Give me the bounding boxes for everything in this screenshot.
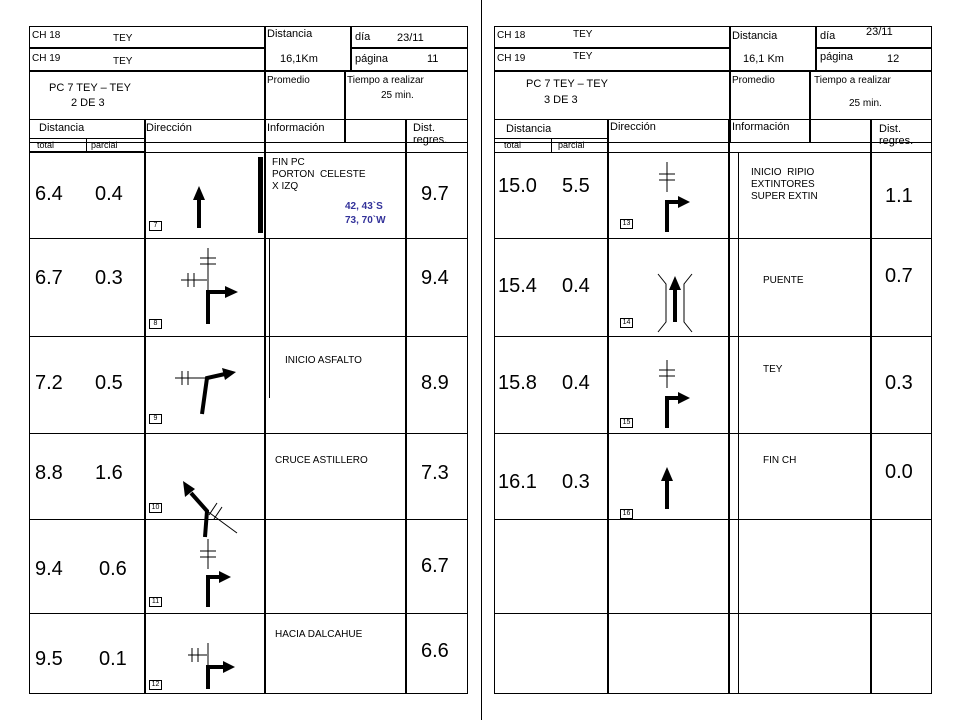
promedio-label: Promedio	[732, 75, 775, 86]
col-regres-box	[406, 119, 468, 694]
row-total: 9.5	[35, 648, 63, 670]
row-coord-lat: 42, 43`S	[345, 201, 383, 212]
ch-a-label: CH 18	[32, 30, 61, 41]
pc-title: PC 7 TEY – TEY	[526, 78, 608, 90]
ch-b-label: CH 19	[32, 53, 61, 64]
turn-right-crossroads-icon	[145, 613, 265, 694]
row-info: TEY	[763, 364, 783, 375]
dia-label: día	[820, 30, 836, 42]
col-parcial-label: parcial	[91, 140, 118, 150]
col-informacion-box	[729, 119, 871, 694]
row-number: 16	[620, 509, 633, 519]
row-regres: 0.3	[885, 372, 913, 394]
col-distancia-label: Distancia	[39, 122, 85, 134]
pc-subtitle: 3 DE 3	[544, 94, 578, 106]
col-distancia-full	[29, 119, 145, 694]
col-direccion-label: Dirección	[610, 121, 656, 133]
row-number: 11	[149, 597, 162, 607]
row-parcial: 1.6	[95, 462, 123, 484]
row-regres: 9.7	[421, 183, 449, 205]
row-regres: 9.4	[421, 267, 449, 289]
pagina-value: 11	[427, 53, 439, 65]
row-parcial: 0.3	[562, 471, 590, 493]
subheader-split	[551, 138, 552, 152]
row-number: 13	[620, 219, 633, 229]
row-total: 15.4	[498, 275, 537, 297]
page-divider	[481, 0, 482, 720]
turn-left-diagonal-icon	[145, 433, 265, 519]
row-parcial: 0.1	[99, 648, 127, 670]
col-distancia-label: Distancia	[506, 123, 552, 135]
row-number: 14	[620, 318, 633, 328]
row-regres: 7.3	[421, 462, 449, 484]
row-number: 12	[149, 680, 162, 690]
pagina-label: página	[820, 51, 854, 63]
distancia-label: Distancia	[267, 28, 313, 40]
ch-a-value: TEY	[113, 33, 133, 44]
distancia-value: 16,1 Km	[743, 53, 784, 65]
row-info: CRUCE ASTILLERO	[275, 455, 368, 466]
dia-value: 23/11	[397, 32, 424, 44]
tiempo-label: Tiempo a realizar	[347, 75, 424, 86]
row-total: 15.0	[498, 175, 537, 197]
row-info: HACIA DALCAHUE	[275, 629, 363, 640]
row-parcial: 0.4	[562, 372, 590, 394]
ch-a-label: CH 18	[497, 30, 526, 41]
row-total: 7.2	[35, 372, 63, 394]
dia-value: 23/11	[866, 26, 893, 38]
col-informacion-label: Información	[732, 121, 790, 133]
row-total: 15.8	[498, 372, 537, 394]
row-number: 8	[149, 319, 162, 329]
row-regres: 1.1	[885, 185, 913, 207]
ch-a-box	[494, 26, 730, 48]
row-parcial: 0.6	[99, 558, 127, 580]
subheader-line	[29, 138, 145, 139]
row-parcial: 0.4	[562, 275, 590, 297]
ch-a-value: TEY	[573, 29, 593, 40]
row-number: 10	[149, 503, 162, 513]
row-total: 6.4	[35, 183, 63, 205]
roadbook-page-right	[494, 26, 932, 694]
ch-b-box	[494, 48, 730, 71]
col-informacion-box	[265, 119, 406, 694]
row-parcial: 5.5	[562, 175, 590, 197]
pagina-value: 12	[887, 53, 900, 65]
row-regres: 6.7	[421, 555, 449, 577]
ch-b-box	[29, 48, 265, 71]
row-total: 16.1	[498, 471, 537, 493]
promedio-label: Promedio	[267, 75, 310, 86]
row-line	[494, 519, 932, 520]
tiempo-label: Tiempo a realizar	[814, 75, 891, 86]
straight-arrow-icon	[145, 152, 265, 238]
tiempo-value: 25 min.	[849, 98, 882, 109]
col-distancia-full	[494, 119, 608, 694]
turn-right-crossing-icon	[145, 519, 265, 613]
straight-arrow-icon	[608, 433, 729, 519]
row-regres: 0.0	[885, 461, 913, 483]
pc-title: PC 7 TEY – TEY	[49, 82, 131, 94]
ch-b-value: TEY	[113, 56, 133, 67]
col-direccion-label: Dirección	[146, 122, 192, 134]
subheader-split	[86, 138, 87, 152]
row-parcial: 0.4	[95, 183, 123, 205]
row-regres: 0.7	[885, 265, 913, 287]
row-number: 15	[620, 418, 633, 428]
distancia-value: 16,1Km	[280, 53, 318, 65]
row-info: FIN CH	[763, 455, 797, 466]
row-line	[494, 613, 932, 614]
row-regres: 8.9	[421, 372, 449, 394]
info-marker-line	[269, 238, 270, 398]
pc-subtitle: 2 DE 3	[71, 97, 105, 109]
col-total-label: total	[504, 140, 522, 150]
distancia-label: Distancia	[732, 30, 778, 42]
row-info: INICIO ASFALTO	[285, 355, 362, 366]
row-parcial: 0.5	[95, 372, 123, 394]
turn-right-crossroads-icon	[145, 238, 265, 336]
col-informacion-label: Información	[267, 122, 325, 134]
pagina-label: página	[355, 53, 389, 65]
col-regres-label: Dist. regres.	[413, 122, 448, 146]
row-info: PUENTE	[763, 275, 804, 286]
roadbook-page-left	[29, 26, 468, 694]
bear-left-arrow-icon	[145, 336, 265, 433]
ch-b-value: TEY	[573, 51, 593, 62]
col-regres-label: Dist. regres.	[879, 123, 914, 147]
ch-a-box	[29, 26, 265, 48]
tiempo-value: 25 min.	[381, 90, 414, 101]
ch-b-label: CH 19	[497, 53, 526, 64]
row-number: 9	[149, 414, 162, 424]
col-parcial-label: parcial	[558, 140, 585, 150]
dia-label: día	[355, 31, 371, 43]
row-coord-lon: 73, 70`W	[345, 215, 386, 226]
row-total: 8.8	[35, 462, 63, 484]
row-regres: 6.6	[421, 640, 449, 662]
row-info: INICIO RIPIO EXTINTORES SUPER EXTIN	[751, 167, 818, 202]
row-total: 9.4	[35, 558, 63, 580]
row-parcial: 0.3	[95, 267, 123, 289]
info-marker-line	[738, 152, 739, 694]
row-total: 6.7	[35, 267, 63, 289]
col-total-label: total	[37, 140, 55, 150]
row-info: FIN PC PORTON CELESTE X IZQ	[272, 157, 366, 192]
row-number: 7	[149, 221, 162, 231]
